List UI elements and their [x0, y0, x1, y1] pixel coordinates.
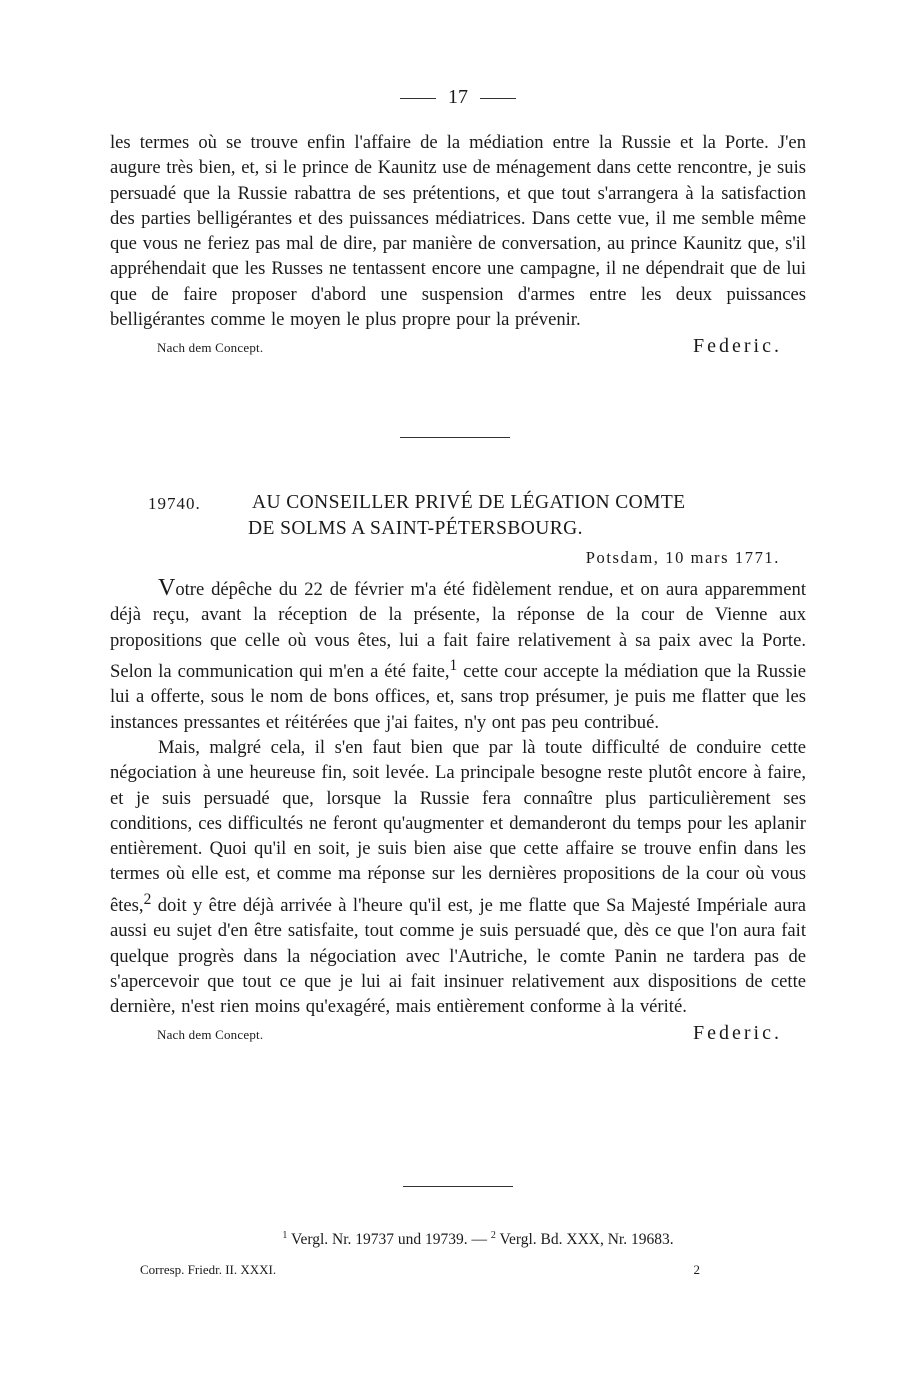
- footnote-ref-1: 1: [449, 656, 458, 674]
- letter-paragraph-2: [110, 735, 806, 1019]
- letter-title-line-2: DE SOLMS A SAINT-PÉTERSBOURG.: [248, 518, 583, 539]
- source-note: Nach dem Concept.: [157, 340, 264, 356]
- previous-letter-paragraph: les termes où se trouve enfin l'affaire de la médiation entre la Russie et la Porte. J'en augure très bien, et, si le prince de Kaunitz use de ménagement dans cette rencontre, je suis persuadé que la Russie rabattra de ses prétentions, et que tout s'arrangera à la satisfaction des parties belligérantes et des puissances médiatrices. Dans cette vue, il me semble même que vous ne feriez pas mal de dire, par manière de conversation, au prince Kaunitz que, s'il appréhendait que les Russes ne tentassent encore une campagne, il ne dépendrait que de lui que de faire proposer d'abord une suspension d'armes entre les deux puissances belligérantes comme le moyen le plus propre pour la prévenir.: [110, 132, 806, 331]
- sheet-number: 2: [693, 1262, 700, 1277]
- footnote-marker-1: 1: [282, 1230, 288, 1241]
- footnote-1: Vergl. Nr. 19737 und 19739. —: [290, 1231, 488, 1249]
- signature: Federic.: [693, 335, 782, 358]
- header-dash-left: [400, 98, 436, 99]
- letter-number: 19740.: [148, 494, 201, 513]
- section-divider: [403, 1186, 513, 1187]
- initial-letter: V: [158, 575, 176, 601]
- previous-letter-signature-line: [110, 335, 806, 361]
- source-note: Nach dem Concept.: [157, 1027, 264, 1043]
- letter-title-line-1: AU CONSEILLER PRIVÉ DE LÉGATION COMTE: [252, 492, 686, 513]
- page-number: 17: [448, 86, 468, 108]
- signature: Federic.: [693, 1022, 782, 1045]
- signature-mark: Corresp. Friedr. II. XXXI.: [140, 1262, 277, 1277]
- previous-letter-ending: [110, 130, 806, 361]
- letter-signature-line: [110, 1022, 806, 1048]
- page-header: [110, 86, 806, 109]
- header-dash-right: [480, 98, 516, 99]
- paragraph-1-text-b: cette cour accepte la médiation que la Russie lui a offerte, sous le nom de bons offices, et, sans trop présumer, je puis me flatter que les instances pressantes et réitérées que j'ai faites, n'y ont pas peu contribué.: [110, 661, 806, 733]
- section-divider: [400, 437, 510, 438]
- paragraph-1-text-a: otre dépêche du 22 de février m'a été fidèlement rendue, et on aura apparemment déjà reçu, avant la réception de la présente, la réponse de la cour de Vienne aux propositions que celle où vous êtes, lui a fait faire relativement à sa paix avec la Porte. Selon la communication qui m'en a été faite,: [110, 579, 806, 683]
- footnote-marker-2: 2: [490, 1230, 496, 1241]
- letter-body: [110, 576, 806, 1048]
- footnote-ref-2: 2: [143, 890, 152, 908]
- paragraph-2-text-a: Mais, malgré cela, il s'en faut bien que par là toute difficulté de conduire cette négociation à une heureuse fin, soit levée. La principale besogne reste plutôt encore à faire, et je suis persuadé que, lorsque la Russie fera connaître plus particulièrement ses conditions, ces difficultés ne feront qu'augmenter et demanderont du temps pour les aplanir entièrement. Quoi qu'il en soit, je suis bien aise que cette affaire se trouve enfin dans les termes où elle est, et comme ma réponse sur les dernières propositions de la cour où vous êtes,: [110, 736, 806, 916]
- letter-paragraph-1: [110, 576, 806, 735]
- footnote-2: Vergl. Bd. XXX, Nr. 19683.: [499, 1231, 674, 1249]
- letter-dateline: Potsdam, 10 mars 1771.: [585, 548, 780, 567]
- document-page: [110, 0, 806, 1392]
- paragraph-2-text-b: doit y être déjà arrivée à l'heure qu'il est, je me flatte que Sa Majesté Impériale aura aussi eu sujet d'en être satisfaite, tout comme je suis persuadé que, dès ce que l'on aura fait quelque progrès dans la négociation avec l'Autriche, le comte Panin ne tardera pas de s'apercevoir que tout ce que je lui ai fait insinuer relativement aux dispositions de cette dernière, n'est rien moins qu'exagéré, mais entièrement conforme à la vérité.: [110, 894, 806, 1018]
- footnotes: [110, 1230, 806, 1249]
